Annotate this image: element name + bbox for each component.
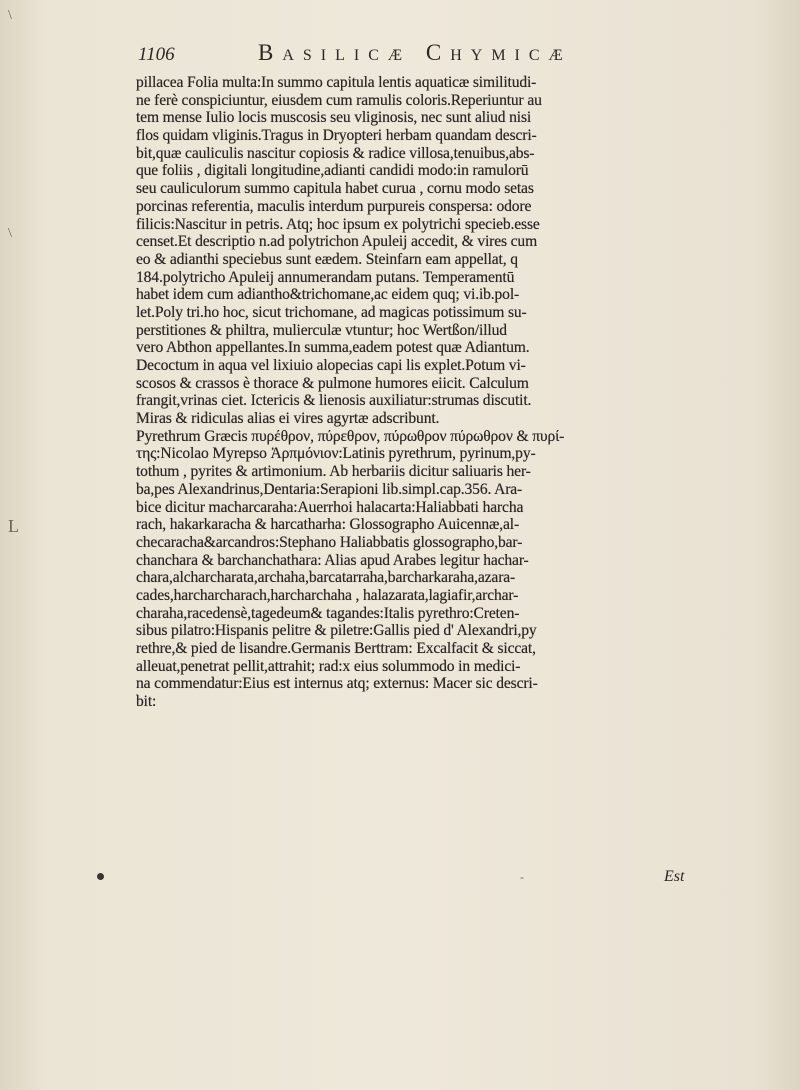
page-number: 1106 xyxy=(138,44,175,65)
text-line: habet idem cum adiantho&trichomane,ac eidem quq; vi.ib.pol- xyxy=(136,286,520,304)
margin-mark-lower: L xyxy=(8,516,19,536)
text-line: censet.Et descriptio n.ad polytrichon Apuleij accedit, & vires cum xyxy=(136,233,538,251)
text-line: Miras & ridiculas alias ei vires agyrtæ adscribunt. xyxy=(136,410,440,428)
text-line: rach, hakarkaracha & harcatharha: Glossographo Auicennæ,al- xyxy=(136,516,519,534)
text-line: chara,alcharcharata,archaha,barcatarraha,barcharkaraha,azara- xyxy=(136,569,516,587)
margin-mark-top: \ xyxy=(8,8,12,23)
text-line: que foliis , digitali longitudine,adianti candidi modo:in ramulorū xyxy=(136,162,529,180)
body-text xyxy=(136,74,696,711)
page-header xyxy=(138,40,698,72)
text-line: Pyrethrum Græcis πυρέθρον, πύρεθρον, πύρωθρον πύρωθρον & πυρί- xyxy=(136,427,565,445)
text-line: rethre,& pied de lisandre.Germanis Berttram: Excalfacit & siccat, xyxy=(136,640,536,657)
text-line: tem mense Iulio locis muscosis seu vliginosis, nec sunt aliud nisi xyxy=(136,109,532,127)
text-line: filicis:Nascitur in petris. Atq; hoc ipsum ex polytrichi specieb.esse xyxy=(136,215,540,233)
text-line: chanchara & barchanchathara: Alias apud Arabes legitur hachar- xyxy=(136,551,529,569)
text-line: eo & adianthi speciebus sunt eædem. Steinfarn eam appellat, q xyxy=(136,250,518,268)
text-line: scosos & crassos è thorace & pulmone humores eiicit. Calculum xyxy=(136,374,529,392)
text-line: frangit,vrinas ciet. Ictericis & lienosis auxiliatur:strumas discutit. xyxy=(136,392,532,410)
running-title: Basilicæ Chymicæ xyxy=(258,40,572,65)
text-line: Decoctum in aqua vel lixiuio alopecias capi lis explet.Potum vi- xyxy=(136,357,526,374)
text-line: pillacea Folia multa:In summo capitula lentis aquaticæ similitudi- xyxy=(136,74,537,91)
bottom-mark: - xyxy=(520,870,524,884)
text-line: ne ferè conspiciuntur, eiusdem cum ramulis coloris.Reperiuntur au xyxy=(136,91,542,109)
text-line: alleuat,penetrat pellit,attrahit; rad:x eius solummodo in medici- xyxy=(136,657,521,675)
text-line: checaracha&arcandros:Stephano Haliabbatis glossographo,bar- xyxy=(136,533,523,551)
text-line: bit: xyxy=(136,693,157,711)
text-line: charaha,racedensè,tagedeum& tagandes:Italis pyrethro:Creten- xyxy=(136,604,520,622)
text-line: perstitiones & philtra, mulierculæ vtuntur; hoc Wertßon/illud xyxy=(136,321,507,339)
text-line: της:Nicolao Myrepso Ἀρπμόνιον:Latinis pyrethrum, pyrinum,py- xyxy=(136,445,536,463)
text-line: seu cauliculorum summo capitula habet curua , cornu modo setas xyxy=(136,180,534,198)
catchword: Est xyxy=(664,868,685,885)
text-line: vero Abthon appellantes.In summa,eadem potest quæ Adiantum. xyxy=(136,339,530,357)
text-line: bit,quæ cauliculis nascitur copiosis & radice villosa,tenuibus,abs- xyxy=(136,144,535,162)
margin-mark-middle: \ xyxy=(8,226,12,241)
text-line: flos quidam vliginis.Tragus in Dryopteri herbam quandam descri- xyxy=(136,127,537,145)
text-line: let.Poly tri.ho hoc, sicut trichomane, ad magicas potissimum su- xyxy=(136,303,527,321)
text-line: ba,pes Alexandrinus,Dentaria:Serapioni lib.simpl.cap.356. Ara- xyxy=(136,480,523,498)
margin-dot xyxy=(97,873,104,880)
text-line: bice dicitur macharcaraha:Auerrhoi halacarta:Haliabbati harcha xyxy=(136,498,524,516)
text-line: porcinas referentia, maculis interdum purpureis conspersa: odore xyxy=(136,197,532,215)
text-line: na commendatur:Eius est internus atq; externus: Macer sic descri- xyxy=(136,675,538,693)
text-line: 184.polytricho Apuleij annumerandam putans. Temperamentū xyxy=(136,268,515,286)
text-line: sibus pilatro:Hispanis pelitre & piletre:Gallis pied d' Alexandri,py xyxy=(136,622,537,640)
text-line: tothum , pyrites & artimonium. Ab herbariis dicitur saliuaris her- xyxy=(136,463,531,481)
text-line: cades,harcharcharach,harcharchaha , halazarata,lagiafir,archar- xyxy=(136,586,519,604)
